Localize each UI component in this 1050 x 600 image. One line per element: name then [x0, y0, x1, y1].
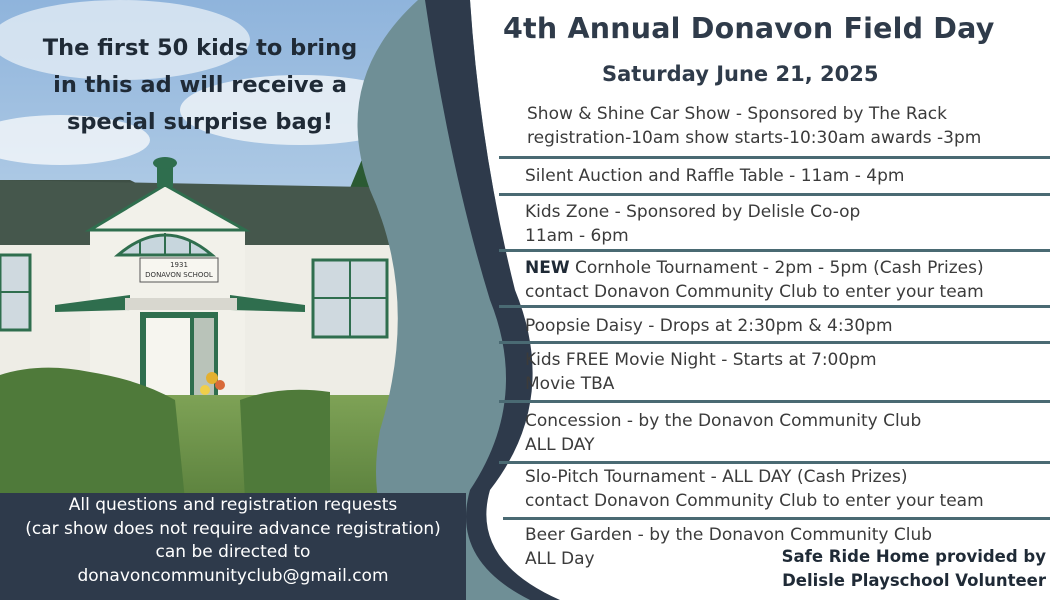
new-badge: NEW [525, 258, 570, 278]
event-item [527, 102, 981, 150]
event-line: 11am - 6pm [525, 226, 629, 246]
event-item [525, 200, 860, 248]
event-line: Movie TBA [525, 374, 615, 394]
divider [499, 305, 1050, 308]
event-line: Slo-Pitch Tournament - ALL DAY (Cash Prizes) [525, 467, 908, 487]
divider [499, 156, 1050, 159]
ad-note-line: in this ad will receive a [53, 72, 347, 98]
ad-note-line: special surprise bag! [66, 109, 334, 135]
ad-note-line: The first 50 kids to bring [42, 35, 358, 61]
event-item [525, 348, 877, 396]
event-line: Kids FREE Movie Night - Starts at 7:00pm [525, 350, 877, 370]
event-line: Concession - by the Donavon Community Club [525, 411, 922, 431]
safe-ride-line: Delisle Playschool Volunteer [782, 571, 1046, 590]
divider [499, 400, 1050, 403]
divider [499, 193, 1050, 196]
safe-ride-line: Safe Ride Home provided by [781, 547, 1046, 566]
school-sign-name: DONAVON SCHOOL [145, 271, 213, 279]
divider [499, 341, 1050, 344]
event-line: ALL Day [525, 549, 595, 569]
event-item [525, 256, 984, 304]
ad-note [20, 30, 380, 141]
event-item [525, 164, 904, 188]
event-item [525, 465, 984, 513]
event-line: ALL DAY [525, 435, 595, 455]
event-item [525, 409, 921, 457]
event-line: Silent Auction and Raffle Table - 11am - 4pm [525, 166, 905, 186]
school-sign-year: 1931 [170, 261, 188, 269]
divider [499, 249, 1050, 252]
event-item [525, 314, 893, 338]
contact-line: All questions and registration requests [68, 495, 398, 515]
event-line: contact Donavon Community Club to enter your team [525, 282, 984, 302]
event-line: Kids Zone - Sponsored by Delisle Co-op [525, 202, 861, 222]
event-line: Show & Shine Car Show - Sponsored by The Rack [527, 104, 947, 124]
event-line: Poopsie Daisy - Drops at 2:30pm & 4:30pm [525, 316, 893, 336]
contact-email: donavoncommunityclub@gmail.com [77, 565, 389, 586]
contact-line: can be directed to [155, 542, 311, 562]
safe-ride-note [782, 545, 1046, 593]
divider [503, 517, 1050, 520]
contact-line: (car show does not require advance registration) [25, 518, 441, 539]
event-line: registration-10am show starts-10:30am awards -3pm [527, 128, 982, 148]
divider [499, 461, 1050, 464]
event-line: Cornhole Tournament - 2pm - 5pm (Cash Prizes) [569, 258, 984, 278]
page-title: 4th Annual Donavon Field Day [503, 12, 995, 45]
event-line: Beer Garden - by the Donavon Community Club [525, 525, 933, 545]
event-line: contact Donavon Community Club to enter your team [525, 491, 984, 511]
event-date: Saturday June 21, 2025 [602, 62, 879, 86]
contact-box [0, 493, 466, 600]
